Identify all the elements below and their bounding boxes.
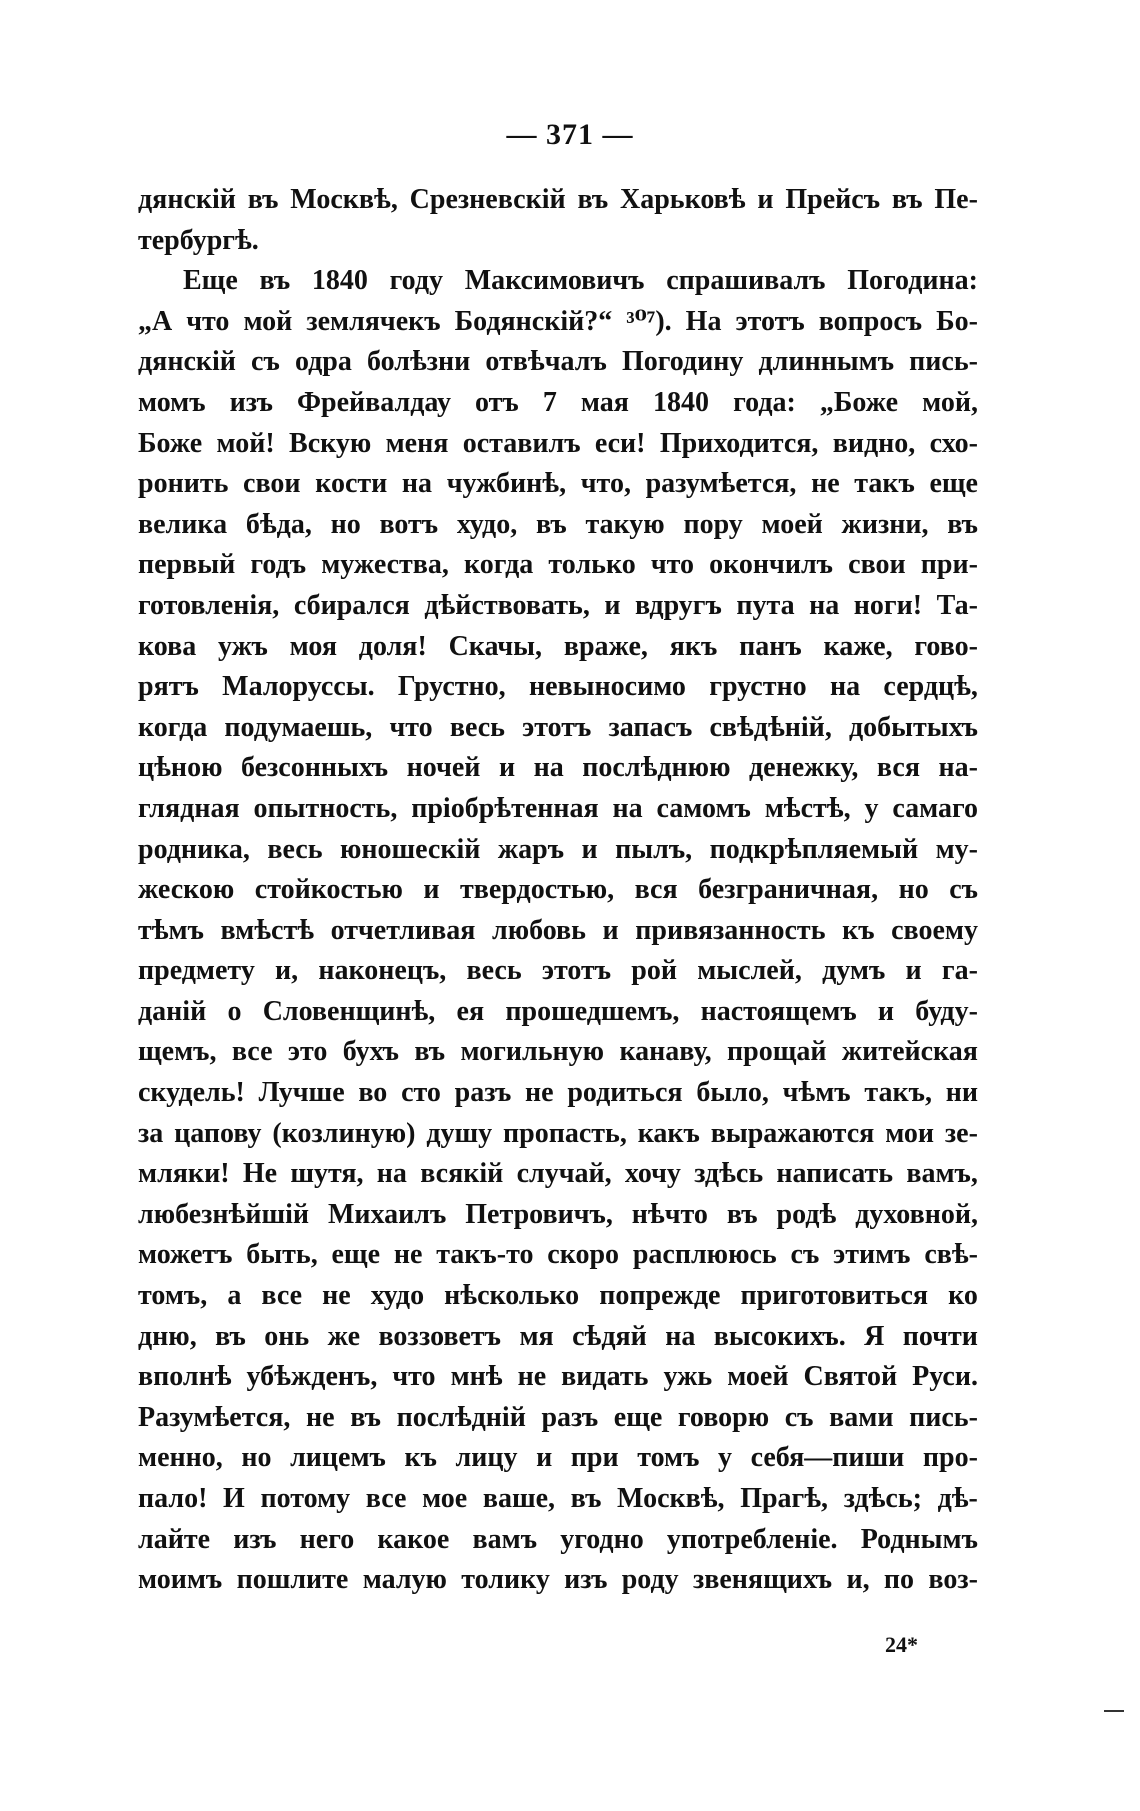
text-line: любезнѣйшій Михаилъ Петровичъ, нѣчто въ родѣ духовной, (138, 1198, 978, 1230)
text-line: можетъ быть, еще не такъ-то скоро расплююсь съ этимъ свѣ- (138, 1239, 978, 1271)
text-line: родника, весь юношескій жаръ и пылъ, подкрѣпляемый му- (138, 833, 978, 865)
text-line: Разумѣется, не въ послѣдній разъ еще говорю съ вами пись- (138, 1401, 978, 1433)
text-line: щемъ, все это бухъ въ могильную канаву, прощай житейская (138, 1036, 978, 1068)
text-line: Боже мой! Вскую меня оставилъ еси! Приходится, видно, схо- (138, 427, 978, 459)
text-line: первый годъ мужества, когда только что окончилъ свои при- (138, 549, 978, 581)
text-line: даній о Словенщинѣ, ея прошедшемъ, настоящемъ и буду- (138, 995, 978, 1027)
text-line: ронить свои кости на чужбинѣ, что, разумѣется, не такъ еще (138, 468, 978, 500)
text-line: мляки! Не шутя, на всякій случай, хочу здѣсь написать вамъ, (138, 1158, 978, 1190)
text-line: „А что мой землячекъ Бодянскій?“ ³⁰⁷). На этотъ вопросъ Бо- (138, 305, 978, 337)
text-line: лайте изъ него какое вамъ угодно употребленіе. Роднымъ (138, 1523, 978, 1555)
text-line: предмету и, наконецъ, весь этотъ рой мыслей, думъ и га- (138, 955, 978, 987)
text-line: велика бѣда, но вотъ худо, въ такую пору моей жизни, въ (138, 508, 978, 540)
text-line: рятъ Малоруссы. Грустно, невыносимо грустно на сердцѣ, (138, 671, 978, 703)
text-line: когда подумаешь, что весь этотъ запасъ свѣдѣній, добытыхъ (138, 711, 978, 743)
body-text (138, 180, 978, 1601)
text-line: цѣною безсонныхъ ночей и на послѣднюю денежку, вся на- (138, 752, 978, 784)
text-line: дянскій въ Москвѣ, Срезневскій въ Харьковѣ и Прейсъ въ Пе- (138, 184, 978, 215)
text-line: пало! И потому все мое ваше, въ Москвѣ, Прагѣ, здѣсь; дѣ- (138, 1483, 978, 1514)
text-line: дянскій съ одра болѣзни отвѣчалъ Погодину длиннымъ пись- (138, 346, 978, 378)
text-line: готовленія, сбирался дѣйствовать, и вдругъ пута на ноги! Та- (138, 589, 978, 621)
text-line: кова ужъ моя доля! Скачы, враже, якъ панъ каже, гово- (138, 630, 978, 662)
text-line: глядная опытность, пріобрѣтенная на самомъ мѣстѣ, у самаго (138, 792, 978, 824)
margin-dash (1104, 1710, 1124, 1712)
text-line: жескою стойкостью и твердостью, вся безграничная, но съ (138, 874, 978, 906)
text-line: момъ изъ Фрейвалдау отъ 7 мая 1840 года: „Боже мой, (138, 386, 978, 418)
text-line: тѣмъ вмѣстѣ отчетливая любовь и привязанность къ своему (138, 914, 978, 946)
text-line: дню, въ онь же воззоветъ мя сѣдяй на высокихъ. Я почти (138, 1320, 978, 1352)
text-line: тербургѣ. (138, 224, 259, 256)
text-line: за цапову (козлиную) душу пропасть, какъ выражаются мои зе- (138, 1117, 978, 1149)
text-line: скудель! Лучше во сто разъ не родиться было, чѣмъ такъ, ни (138, 1077, 978, 1109)
text-line: менно, но лицемъ къ лицу и при томъ у себя—пиши про- (138, 1442, 978, 1474)
signature-mark: 24* (885, 1632, 918, 1657)
text-line: томъ, а все не худо нѣсколько попрежде приготовиться ко (138, 1280, 978, 1312)
text-line: Еще въ 1840 году Максимовичъ спрашивалъ Погодина: (183, 265, 978, 297)
page-number: — 371 — (506, 118, 634, 151)
text-line: моимъ пошлите малую толику изъ роду звенящихъ и, по воз- (138, 1564, 978, 1596)
text-line: вполнѣ убѣжденъ, что мнѣ не видать ужь моей Святой Руси. (138, 1361, 978, 1393)
